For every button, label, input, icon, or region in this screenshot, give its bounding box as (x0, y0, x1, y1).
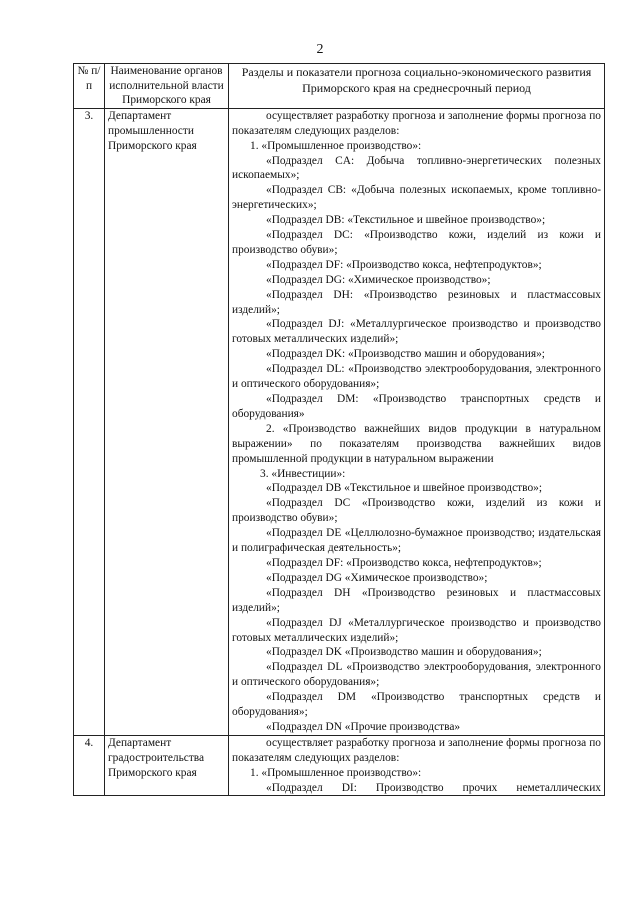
header-organization: Наименование органов исполнительной власти Приморского края (105, 64, 229, 109)
intro-line: осуществляет разработку прогноза и заполнение формы прогноза по показателям следующих разделов: (232, 109, 601, 137)
subsection-item: «Подраздел DF: «Производство кокса, нефтепродуктов»; (266, 556, 542, 569)
row-sections (229, 735, 605, 796)
section-heading: 2. «Производство важнейших видов продукции в натуральном выражении» по показателям производства важнейших видов промышленной продукции в натуральном выражении (232, 422, 601, 465)
subsection-item: «Подраздел DB «Текстильное и швейное производство»; (266, 482, 542, 495)
subsection-item: «Подраздел DM «Производство транспортных средств и оборудования»; (232, 691, 601, 719)
subsection-item: «Подраздел DL: «Производство электрооборудования, электронного и оптического оборудования»; (232, 363, 601, 391)
row-number: 4. (74, 735, 105, 796)
section-heading: 1. «Промышленное производство»: (250, 766, 422, 779)
table-row (74, 735, 605, 796)
subsection-item: «Подраздел DJ «Металлургическое производство и производство готовых металлических изделий»; (232, 616, 601, 644)
subsection-item: «Подраздел DG: «Химическое производство»; (266, 273, 491, 286)
subsection-item: «Подраздел DK «Производство машин и оборудования»; (266, 646, 542, 659)
header-number: № п/п (74, 64, 105, 109)
subsection-item: «Подраздел DH: «Производство резиновых и пластмассовых изделий»; (232, 288, 601, 316)
intro-line: осуществляет разработку прогноза и заполнение формы прогноза по показателям следующих разделов: (232, 736, 601, 764)
subsection-item: «Подраздел DC «Производство кожи, изделий из кожи и производство обуви»; (232, 497, 601, 525)
subsection-item: «Подраздел DG «Химическое производство»; (266, 571, 488, 584)
subsection-item: «Подраздел DK: «Производство машин и оборудования»; (266, 348, 545, 361)
page-number: 2 (316, 42, 324, 57)
row-organization: Департамент промышленности Приморского края (105, 108, 229, 735)
header-sections: Разделы и показатели прогноза социально-экономического развития Приморского края на среднесрочный период (229, 64, 605, 109)
subsection-item: «Подраздел DL «Производство электрооборудования, электронного и оптического оборудования»; (232, 661, 601, 689)
section-heading: 3. «Инвестиции»: (260, 467, 346, 480)
distribution-table (73, 63, 605, 796)
subsection-item: «Подраздел DF: «Производство кокса, нефтепродуктов»; (266, 258, 542, 271)
subsection-item: «Подраздел DM: «Производство транспортных средств и оборудования» (232, 393, 601, 420)
table-row (74, 108, 605, 735)
subsection-item: «Подраздел DB: «Текстильное и швейное производство»; (266, 214, 546, 227)
subsection-item: «Подраздел DC: «Производство кожи, изделий из кожи и производство обуви»; (232, 229, 601, 256)
row-number: 3. (74, 108, 105, 735)
subsection-item: «Подраздел DJ: «Металлургическое производство и производство готовых металлических изделий»; (232, 318, 601, 346)
subsection-item: «Подраздел DH «Производство резиновых и пластмассовых изделий»; (232, 586, 601, 614)
section-heading: 1. «Промышленное производство»: (250, 139, 422, 152)
subsection-item: «Подраздел DE «Целлюлозно-бумажное производство; издательская и полиграфическая деятельность»; (232, 527, 601, 555)
subsection-item: «Подраздел CB: «Добыча полезных ископаемых, кроме топливно-энергетических»; (232, 184, 601, 212)
row-sections (229, 108, 605, 735)
subsection-item: «Подраздел DI: Производство прочих неметаллических (266, 781, 601, 794)
table-header-row (74, 64, 605, 109)
row-organization: Департамент градостроительства Приморского края (105, 735, 229, 796)
subsection-item: «Подраздел DN «Прочие производства» (266, 720, 461, 733)
subsection-item: «Подраздел CA: Добыча топливно-энергетических полезных ископаемых»; (232, 154, 601, 182)
